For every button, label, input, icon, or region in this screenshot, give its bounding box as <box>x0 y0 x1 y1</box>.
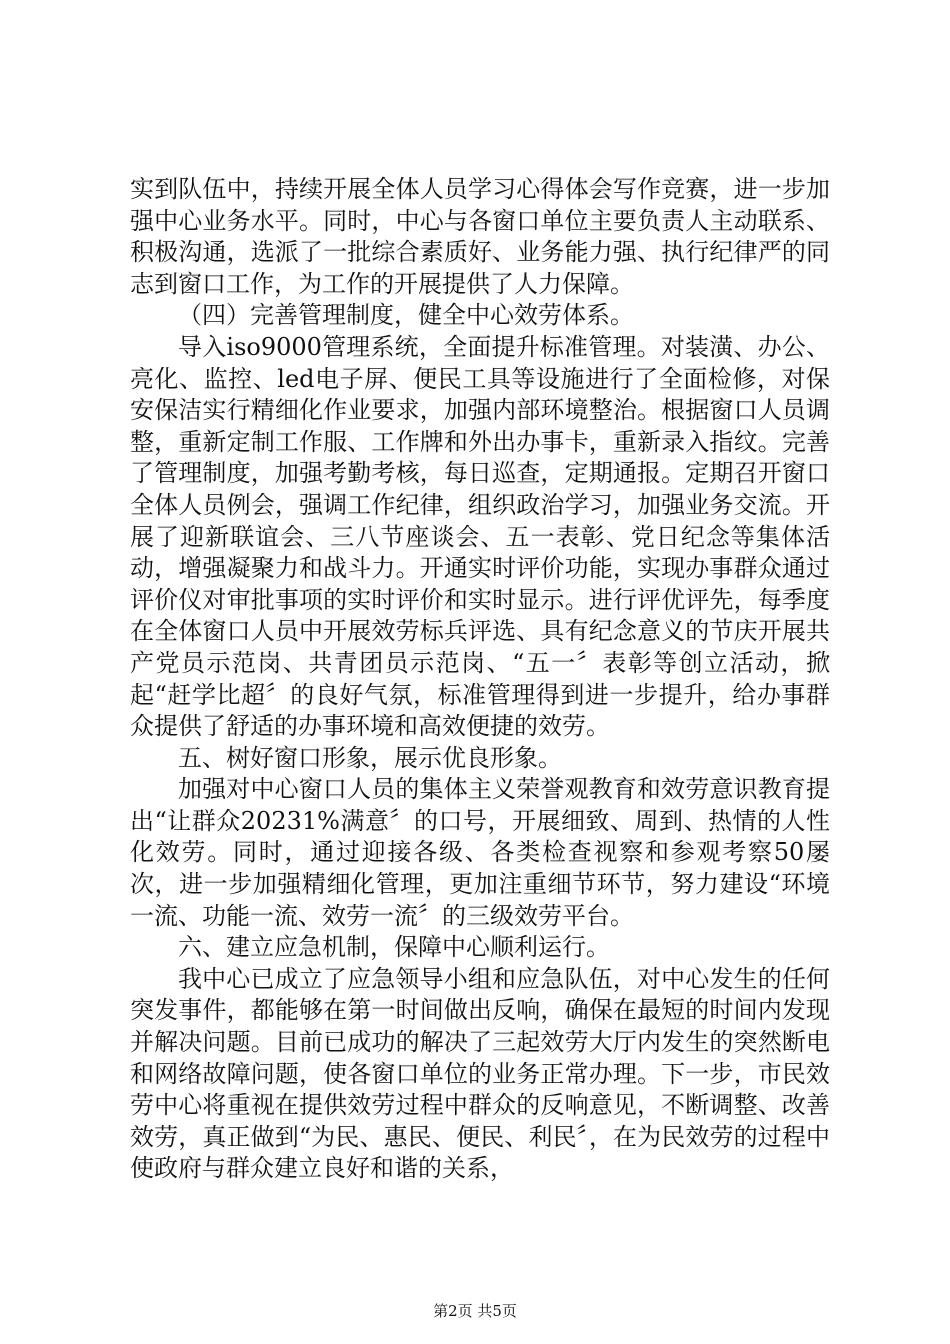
section-heading-6: 六、建立应急机制，保障中心顺利运行。 <box>178 933 610 962</box>
paragraph-image: 加强对中心窗口人员的集体主义荣誉观教育和效劳意识教育提出“让群众20231%满意〞的口号，开展细致、周到、热情的人性化效劳。同时，通过迎接各级、各类检查视察和参观考察50屡次，进一步加强精细化管理，更加注重细节环节，努力建设“环境一流、功能一流、效劳一流〞的三级效劳平台。 <box>130 775 830 930</box>
paragraph-emergency: 我中心已成立了应急领导小组和应急队伍，对中心发生的任何突发事件，都能够在第一时间做出反响，确保在最短的时间内发现并解决问题。目前已成功的解决了三起效劳大厅内发生的突然断电和网络故障问题，使各窗口单位的业务正常办理。下一步，市民效劳中心将重视在提供效劳过程中群众的反响意见，不断调整、改善效劳，真正做到“为民、惠民、便民、利民〞，在为民效劳的过程中使政府与群众建立良好和谐的关系， <box>130 964 830 1183</box>
section-heading-5: 五、树好窗口形象，展示优良形象。 <box>178 743 562 772</box>
section-heading-4: （四）完善管理制度，健全中心效劳体系。 <box>178 301 634 330</box>
document-body <box>130 174 830 1185</box>
paragraph-management: 导入iso9000管理系统，全面提升标准管理。对装潢、办公、亮化、监控、led电子屏、便民工具等设施进行了全面检修，对保安保洁实行精细化作业要求，加强内部环境整治。根据窗口人员调整，重新定制工作服、工作牌和外出办事卡，重新录入指纹。完善了管理制度，加强考勤考核，每日巡查，定期通报。定期召开窗口全体人员例会，强调工作纪律，组织政治学习，加强业务交流。开展了迎新联谊会、三八节座谈会、五一表彰、党日纪念等集体活动，增强凝聚力和战斗力。开通实时评价功能，实现办事群众通过评价仪对审批事项的实时评价和实时显示。进行评优评先，每季度在全体窗口人员中开展效劳标兵评选、具有纪念意义的节庆开展共产党员示范岗、共青团员示范岗、“五一〞表彰等创立活动，掀起“赶学比超〞的良好气氛，标准管理得到进一步提升，给办事群众提供了舒适的办事环境和高效便捷的效劳。 <box>130 332 830 741</box>
paragraph-continuation: 实到队伍中，持续开展全体人员学习心得体会写作竞赛，进一步加强中心业务水平。同时，中心与各窗口单位主要负责人主动联系、积极沟通，选派了一批综合素质好、业务能力强、执行纪律严的同志到窗口工作，为工作的开展提供了人力保障。 <box>130 175 830 298</box>
page-number-footer: 第2页 共5页 <box>433 1302 517 1320</box>
